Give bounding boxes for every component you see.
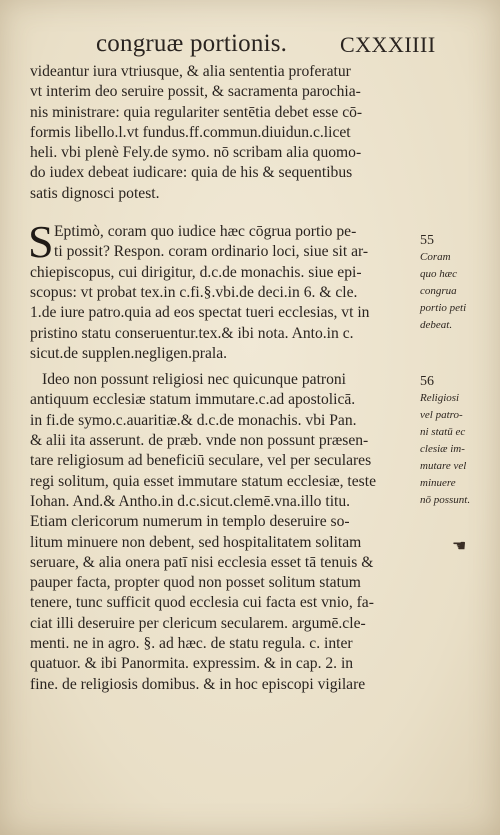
text-line: Ideo non possunt religiosi nec quicunque patroni: [42, 371, 347, 389]
text-line-content: Eptimò, coram quo iudice hæc cōgrua portio pe-: [54, 223, 357, 241]
text-line: Etiam clericorum numerum in templo deseruire so-: [30, 513, 350, 531]
text-line: menti. ne in agro. §. ad hæc. de statu regula. c. inter: [30, 635, 353, 653]
text-line: formis libello.l.vt fundus.ff.commun.diuidun.c.licet: [30, 123, 351, 141]
margin-note-number: 55: [420, 233, 434, 248]
margin-note-line: vel patro-: [420, 409, 463, 421]
text-line: pristino statu conseruentur.tex.& ibi nota. Anto.in c.: [30, 324, 354, 342]
text-line: pauper facta, propter quod non posset solitum statum: [30, 574, 361, 592]
text-line: nis ministrare: quia regulariter sentētia debet esse cō-: [30, 103, 363, 121]
text-line: vt interim deo seruire possit, & sacramenta parochia-: [30, 83, 361, 101]
text-line: tenere, tunc sufficit quod ecclesia cui facta est vnio, fa-: [30, 594, 374, 612]
text-line: litum minuere non debent, sed hospitalitatem solitam: [30, 533, 362, 551]
folio-number: CXXXIIII: [340, 32, 436, 57]
text-line: fine. de religiosis domibus. & in hoc episcopi vigilare: [30, 675, 366, 693]
margin-note-55: [420, 232, 495, 334]
text-line: 1.de iure patro.quia ad eos spectat tueri ecclesias, vt in: [30, 304, 370, 322]
margin-note-line: ni statū ec: [420, 426, 466, 438]
margin-note-line: debeat.: [420, 319, 453, 331]
running-head: congruæ portionis.: [96, 30, 288, 57]
margin-note-line: quo hæc: [420, 268, 457, 280]
text-line: Iohan. And.& Antho.in d.c.sicut.clemē.vna.illo titu.: [30, 492, 351, 510]
margin-note-line: congrua: [420, 285, 457, 297]
text-line: videantur iura vtriusque, & alia sententia proferatur: [30, 63, 351, 80]
text-line: & alii ita asserunt. de præb. vnde non possunt præsen-: [30, 432, 369, 450]
text-line: sicut.de supplen.negligen.prala.: [30, 344, 228, 362]
margin-note-line: portio peti: [420, 302, 467, 314]
page-header: [0, 18, 500, 62]
margin-note-56: [420, 373, 495, 509]
drop-cap-initial: S: [28, 216, 54, 268]
text-line: ciat illi deseruire per clericum secularem. argumē.cle-: [30, 614, 366, 632]
text-line: do iudex debeat iudicare: quia de his & sequentibus: [30, 164, 353, 182]
margin-note-line: nō possunt.: [420, 494, 471, 506]
text-line: quatuor. & ibi Panormita. expressim. & in cap. 2. in: [30, 655, 354, 673]
margin-note-line: Coram: [420, 251, 451, 263]
margin-note-line: Religiosi: [420, 392, 460, 404]
text-line: satis dignosci potest.: [30, 184, 160, 202]
margin-note-number: 56: [420, 374, 434, 389]
text-line: ti possit? Respon. coram ordinario loci, siue sit ar-: [54, 243, 369, 261]
main-text-block: [30, 62, 420, 695]
text-line: regi solitum, quia esset immutare statum ecclesiæ, teste: [30, 472, 377, 490]
paragraph-3: [30, 370, 420, 695]
text-line: chiepiscopus, cui dirigitur, d.c.de monachis. siue epi-: [30, 263, 362, 281]
text-line: heli. vbi plenè Fely.de symo. nō scribam alia quomo-: [30, 144, 362, 162]
pointing-hand-icon: ☚: [452, 538, 467, 555]
paragraph-2: [28, 216, 420, 364]
text-line: seruare, & alia onera patī nisi ecclesia esset tā tenuis &: [30, 553, 374, 571]
text-line: tare religiosum ad beneficiū seculare, vel per seculares: [30, 452, 372, 470]
text-line: in fi.de symo.c.auaritiæ.& d.c.de monachis. vbi Pan.: [30, 411, 357, 429]
margin-note-line: mutare vel: [420, 460, 467, 472]
text-line: scopus: vt probat tex.in c.fi.§.vbi.de deci.in 6. & cle.: [30, 283, 358, 301]
paragraph-1: [30, 62, 420, 204]
text-line: antiquum ecclesiæ statum immutare.c.ad apostolicā.: [30, 391, 356, 409]
margin-note-line: minuere: [420, 477, 456, 489]
margin-note-line: clesiæ im-: [420, 443, 465, 455]
